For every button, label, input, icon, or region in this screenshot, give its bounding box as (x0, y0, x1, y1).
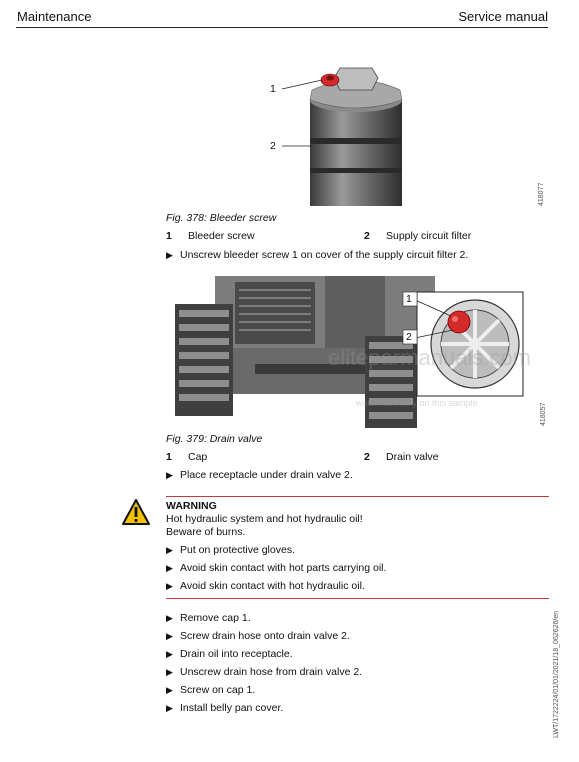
step-text: Drain oil into receptacle. (180, 648, 293, 660)
bullet-triangle-icon: ▶ (166, 250, 173, 260)
step-text: Unscrew drain hose from drain valve 2. (180, 666, 363, 678)
bullet-triangle-icon: ▶ (166, 667, 173, 677)
bullet-triangle-icon: ▶ (166, 563, 173, 573)
step-text: Put on protective gloves. (180, 544, 295, 556)
warning-step-1 (166, 544, 295, 556)
step-text: Screw on cap 1. (180, 684, 256, 696)
legend-number: 1 (166, 230, 172, 242)
step-text: Avoid skin contact with hot parts carrying oil. (180, 562, 387, 574)
bullet-triangle-icon: ▶ (166, 685, 173, 695)
fig378-callout-2: 2 (270, 140, 276, 152)
header-left: Maintenance (17, 9, 92, 24)
watermark-main: eliteparmanuals.com (328, 345, 531, 370)
fig379-step (166, 469, 353, 481)
bullet-triangle-icon: ▶ (166, 470, 173, 480)
step-5 (166, 684, 255, 696)
fig379-callout-2: 2 (406, 331, 412, 343)
legend-label: Bleeder screw (188, 230, 255, 242)
warning-line-2: Beware of burns. (166, 526, 246, 538)
fig378-callout-1: 1 (270, 83, 276, 95)
step-text: Install belly pan cover. (180, 702, 284, 714)
step-6 (166, 702, 283, 714)
header-divider (16, 27, 548, 28)
bullet-triangle-icon: ▶ (166, 545, 173, 555)
step-text: Place receptacle under drain valve 2. (180, 469, 353, 481)
document-code: LWT/1722224/01/01/2021/18_062626/en (553, 610, 560, 738)
fig379-code: 418057 (540, 402, 547, 426)
step-4 (166, 666, 362, 678)
warning-top-rule (166, 496, 549, 497)
bullet-triangle-icon: ▶ (166, 703, 173, 713)
warning-title: WARNING (166, 500, 217, 512)
watermark-sub: watermark only on this sample (356, 398, 478, 408)
legend-label: Cap (188, 451, 208, 463)
bullet-triangle-icon: ▶ (166, 613, 173, 623)
fig378-caption: Fig. 378: Bleeder screw (166, 212, 277, 224)
fig379-legend-1 (166, 451, 207, 463)
header-right: Service manual (458, 9, 548, 24)
bullet-triangle-icon: ▶ (166, 631, 173, 641)
legend-number: 1 (166, 451, 172, 463)
warning-bottom-rule (166, 598, 549, 599)
fig378-legend-1 (166, 230, 255, 242)
fig378-code: 418077 (538, 182, 545, 206)
legend-number: 2 (364, 230, 370, 242)
step-3 (166, 648, 293, 660)
warning-step-2 (166, 562, 386, 574)
fig379-legend-2 (364, 451, 439, 463)
step-2 (166, 630, 350, 642)
fig379-callout-1: 1 (406, 293, 412, 305)
step-1 (166, 612, 251, 624)
legend-label: Drain valve (386, 451, 439, 463)
fig378-legend-2 (364, 230, 471, 242)
step-text: Remove cap 1. (180, 612, 251, 624)
filter-illustration (260, 60, 420, 208)
step-text: Unscrew bleeder screw 1 on cover of the supply circuit filter 2. (180, 249, 469, 261)
bullet-triangle-icon: ▶ (166, 581, 173, 591)
fig378-step (166, 249, 468, 261)
fig379-caption: Fig. 379: Drain valve (166, 433, 263, 445)
legend-label: Supply circuit filter (386, 230, 472, 242)
warning-step-3 (166, 580, 365, 592)
bullet-triangle-icon: ▶ (166, 649, 173, 659)
warning-line-1: Hot hydraulic system and hot hydraulic oil! (166, 513, 363, 525)
step-text: Avoid skin contact with hot hydraulic oil. (180, 580, 365, 592)
step-text: Screw drain hose onto drain valve 2. (180, 630, 350, 642)
drain-cap-marker (448, 311, 470, 333)
warning-triangle-icon (121, 498, 151, 526)
legend-number: 2 (364, 451, 370, 463)
